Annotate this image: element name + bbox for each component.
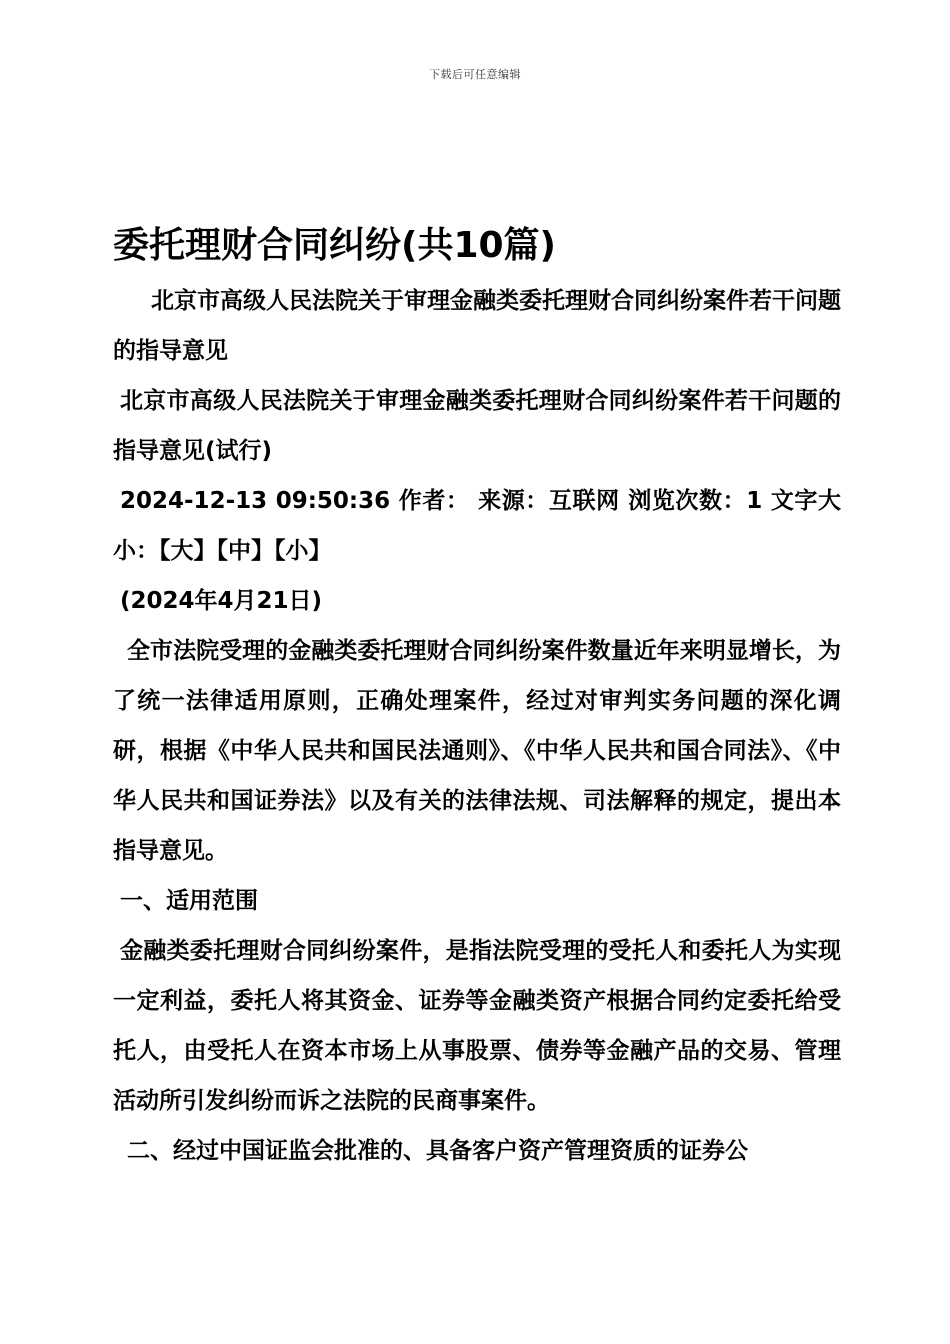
paragraph-scope-definition: 金融类委托理财合同纠纷案件，是指法院受理的受托人和委托人为实现一定利益，委托人将其资金、证券等金融类资产根据合同约定委托给受托人，由受托人在资本市场上从事股票、债券等金融产品的交易、管理活动所引发纠纷而诉之法院的民商事案件。: [113, 938, 841, 1114]
document-body: [113, 218, 841, 1176]
paragraph-date: (2024年4月21日): [120, 588, 323, 614]
document-title: 委托理财合同纠纷(共10篇): [113, 225, 557, 266]
paragraph-section-two: 二、经过中国证监会批准的、具备客户资产管理资质的证券公: [127, 1138, 748, 1164]
paragraph-preamble: 全市法院受理的金融类委托理财合同纠纷案件数量近年来明显增长，为了统一法律适用原则，正确处理案件，经过对审判实务问题的深化调研，根据《中华人民共和国民法通则》、《中华人民共和国合同法》、《中华人民共和国证券法》以及有关的法律法规、司法解释的规定，提出本指导意见。: [113, 638, 841, 864]
paragraph-full-title: 北京市高级人民法院关于审理金融类委托理财合同纠纷案件若干问题的指导意见(试行): [113, 388, 841, 464]
page-header-note: 下载后可任意编辑: [429, 68, 521, 81]
paragraph-subtitle: 北京市高级人民法院关于审理金融类委托理财合同纠纷案件若干问题的指导意见: [113, 288, 841, 364]
paragraph-meta-info: 2024-12-13 09:50:36 作者： 来源：互联网 浏览次数：1 文字大小：【大】【中】【小】: [113, 488, 841, 564]
section-heading-scope: 一、适用范围: [120, 888, 258, 914]
